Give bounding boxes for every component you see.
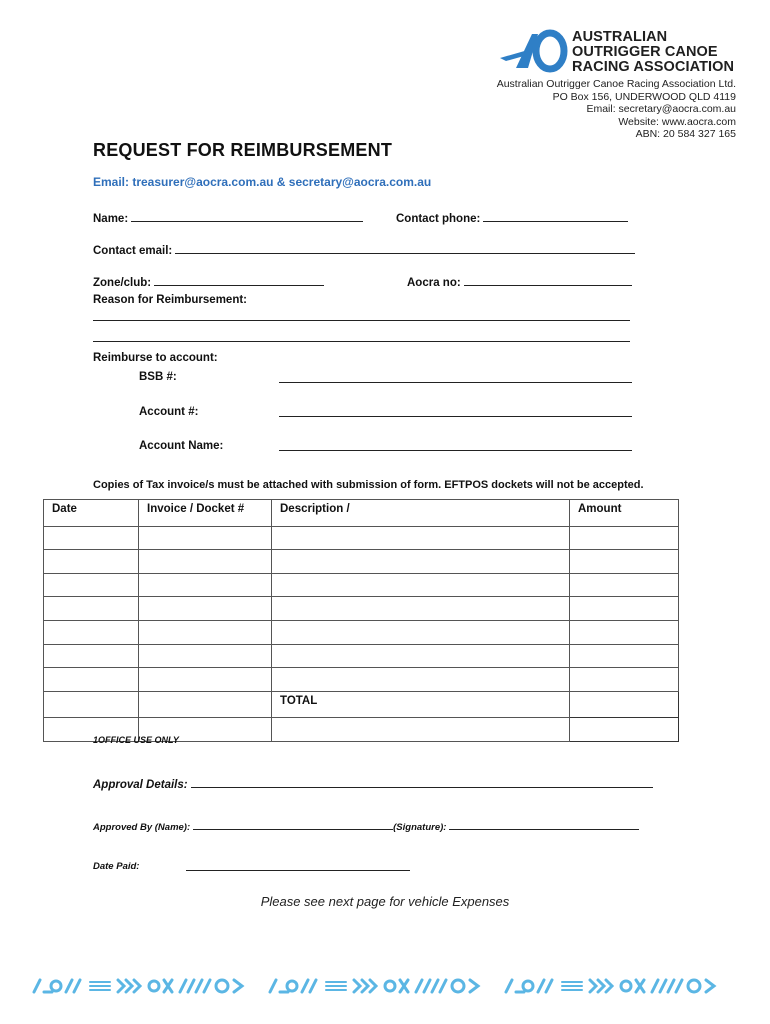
description-cell[interactable] [272,526,570,550]
org-name-line: OUTRIGGER CANOE [572,44,718,60]
date-cell[interactable] [44,620,139,644]
invoice-cell[interactable] [139,620,272,644]
aocra-no-blank[interactable] [464,275,632,286]
amount-cell[interactable] [570,526,679,550]
date-cell[interactable] [44,597,139,621]
date-paid-label: Date Paid: [93,861,140,872]
invoice-cell[interactable] [139,573,272,597]
address-line: Website: www.aocra.com [618,115,736,128]
date-cell[interactable] [44,550,139,574]
total-amount-cell[interactable] [570,691,679,718]
zone-club-field[interactable] [93,275,324,289]
invoice-cell[interactable] [139,691,272,718]
contact-email-field[interactable] [93,243,635,257]
date-header: Date [44,500,139,527]
description-cell[interactable] [272,550,570,574]
approval-details-label: Approval Details: [93,779,188,791]
account-name-label: Account Name: [139,440,224,452]
address-line: PO Box 156, UNDERWOOD QLD 4119 [552,90,736,103]
date-cell[interactable] [44,644,139,668]
invoice-cell[interactable] [139,668,272,692]
amount-cell[interactable] [570,573,679,597]
bsb-label: BSB #: [139,371,177,383]
reason-label: Reason for Reimbursement: [93,294,248,306]
amount-cell[interactable] [570,550,679,574]
reimburse-label: Reimburse to account: [93,352,218,364]
invoice-header: Invoice / Docket # [139,500,272,527]
reason-line-1[interactable] [93,320,630,321]
description-cell[interactable] [272,668,570,692]
org-name-line: AUSTRALIAN [572,29,668,45]
date-cell[interactable] [44,668,139,692]
aocra-logo-icon [498,28,570,74]
table-row [44,526,679,550]
pattern-segment [506,980,714,992]
amount-cell[interactable] [570,718,679,742]
description-cell[interactable] [272,620,570,644]
approved-by-blank[interactable] [193,821,393,830]
address-line: Australian Outrigger Canoe Racing Association Ltd. [496,78,736,90]
aocra-no-field[interactable] [407,275,632,289]
amount-cell[interactable] [570,597,679,621]
aocra-no-label: Aocra no: [407,277,461,289]
bsb-blank[interactable] [279,382,632,383]
approval-details-field[interactable] [93,777,653,791]
table-row [44,573,679,597]
description-cell[interactable] [272,644,570,668]
signature-blank[interactable] [449,821,639,830]
date-cell[interactable] [44,526,139,550]
approved-by-label: Approved By (Name): [93,822,191,833]
page-title: REQUEST FOR REIMBURSEMENT [93,140,393,160]
date-cell[interactable] [44,573,139,597]
table-row [44,668,679,692]
zone-club-blank[interactable] [154,275,324,286]
table-row [44,644,679,668]
table-row [44,597,679,621]
invoice-cell[interactable] [139,550,272,574]
signature-label: (Signature): [393,822,447,833]
pattern-segment [270,980,478,992]
approved-by-field[interactable] [93,821,639,833]
description-cell[interactable] [272,597,570,621]
decorative-pattern-border [30,972,742,998]
org-name-line: RACING ASSOCIATION [572,59,735,75]
account-number-blank[interactable] [279,416,632,417]
reason-line-2[interactable] [93,341,630,342]
amount-cell[interactable] [570,620,679,644]
zone-club-label: Zone/club: [93,277,152,289]
invoice-cell[interactable] [139,597,272,621]
description-header: Description / [272,500,570,527]
invoice-cell[interactable] [139,644,272,668]
contact-emails: Email: treasurer@aocra.com.au & secretary@aocra.com.au [93,175,432,189]
name-blank[interactable] [131,211,363,222]
org-name [572,30,734,75]
date-cell[interactable] [44,691,139,718]
total-label: TOTAL [272,691,570,718]
invoice-cell[interactable] [139,526,272,550]
account-name-blank[interactable] [279,450,632,451]
total-row [44,691,679,718]
approval-details-blank[interactable] [191,777,653,788]
table-row [44,550,679,574]
account-number-label: Account #: [139,406,199,418]
address-line: Email: secretary@aocra.com.au [586,103,736,115]
amount-cell[interactable] [570,644,679,668]
tax-invoice-note: Copies of Tax invoice/s must be attached with submission of form. EFTPOS dockets will not be accepted. [93,479,644,491]
name-field[interactable] [93,211,363,225]
description-cell[interactable] [272,718,570,742]
name-label: Name: [93,213,129,225]
org-address [497,78,736,141]
table-row [44,620,679,644]
contact-phone-field[interactable] [396,211,628,225]
contact-email-label: Contact email: [93,245,173,257]
office-use-label: 1OFFICE USE ONLY [93,735,179,745]
address-line: ABN: 20 584 327 165 [635,128,736,140]
amount-header: Amount [570,500,679,527]
contact-phone-label: Contact phone: [396,213,481,225]
pattern-segment [34,980,242,992]
table-header-row [44,500,679,527]
vehicle-expenses-note: Please see next page for vehicle Expenses [260,894,510,909]
date-paid-blank[interactable] [186,870,410,871]
expense-table [43,499,679,742]
contact-phone-blank[interactable] [483,211,628,222]
description-cell[interactable] [272,573,570,597]
amount-cell[interactable] [570,668,679,692]
contact-email-blank[interactable] [175,243,635,254]
